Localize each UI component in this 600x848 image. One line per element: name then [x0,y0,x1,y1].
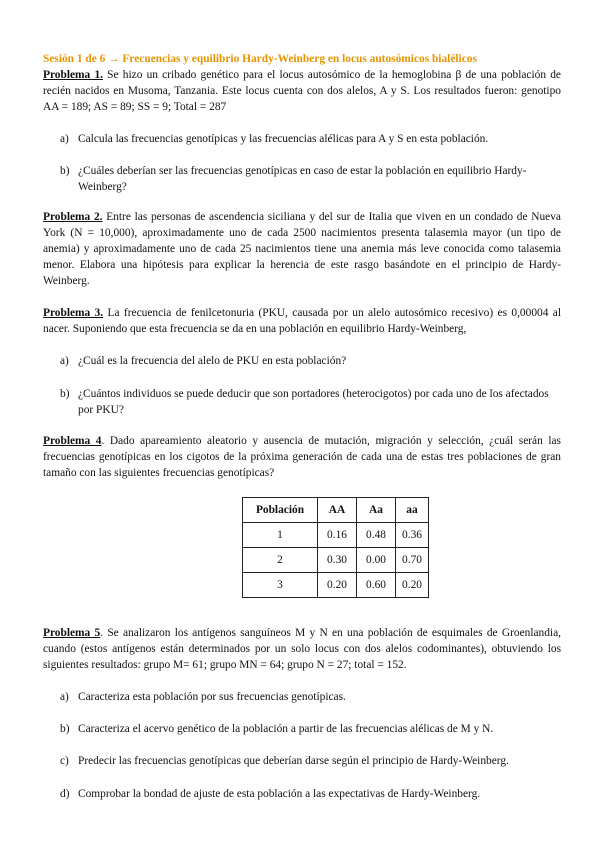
problem-2-statement [43,209,561,289]
problem-5-statement [43,625,561,673]
table-row [243,523,429,548]
problem-5-label: Problema 5 [43,627,101,639]
table-cell: 0.30 [318,548,357,573]
problem-5-item-a [60,689,560,705]
item-text: ¿Cuáles deberían ser las frecuencias genotípicas en caso de estar la población en equilibrio Hardy-Weinberg? [78,165,527,193]
problem-1-item-b [60,163,560,195]
header-cell-poblacion: Población [243,498,318,523]
header-cell-aa-hetero: Aa [357,498,396,523]
problem-1-statement [43,67,561,115]
table-cell: 0.20 [318,573,357,598]
item-letter: b) [60,388,70,400]
problem-3-item-a [60,353,560,369]
header-cell-aa-recessive: aa [396,498,429,523]
table-header-row [243,498,429,523]
problem-2-label: Problema 2. [43,211,103,223]
problem-3-label: Problema 3. [43,307,104,319]
item-text: Caracteriza esta población por sus frecuencias genotípicas. [78,691,346,703]
problem-3-item-b [60,386,560,418]
item-letter: b) [60,723,70,735]
item-letter: d) [60,788,70,800]
problem-1-item-a [60,131,560,147]
table-cell: 0.16 [318,523,357,548]
problem-1-label: Problema 1. [43,69,103,81]
table-cell: 2 [243,548,318,573]
table-cell: 3 [243,573,318,598]
genotype-frequency-table [242,497,429,598]
item-letter: c) [60,755,69,767]
item-text: ¿Cuál es la frecuencia del alelo de PKU en esta población? [78,355,347,367]
item-letter: a) [60,133,69,145]
problem-5-text: . Se analizaron los antígenos sanguíneos M y N en una población de esquimales de Groenlandia, cuando (estos antígenos están determinados por un solo locus con dos alelos codominantes), obtuviendo los siguientes resultados: grupo M= 61; grupo MN = 64; grupo N = 27; total = 152. [43,627,561,671]
table-cell: 0.48 [357,523,396,548]
header-cell-aa-dominant: AA [318,498,357,523]
problem-1-text: Se hizo un cribado genético para el locus autosómico de la hemoglobina β de una población de recién nacidos en Musoma, Tanzania. Este locus cuenta con dos alelos, A y S. Los resultados fueron: genotipo AA = 189; AS = 89; SS = 9; Total = 287 [43,69,561,113]
item-text: Comprobar la bondad de ajuste de esta población a las expectativas de Hardy-Weinberg. [78,788,481,800]
problem-5-item-c [60,753,560,769]
problem-3-statement [43,305,561,337]
item-text: Caracteriza el acervo genético de la población a partir de las frecuencias alélicas de M y N. [78,723,494,735]
problem-5-item-b [60,721,560,737]
problem-4-label: Problema 4 [43,435,102,447]
item-text: Predecir las frecuencias genotípicas que deberían darse según el principio de Hardy-Weinberg. [78,755,509,767]
item-letter: a) [60,355,69,367]
item-text: Calcula las frecuencias genotípicas y las frecuencias alélicas para A y S en esta población. [78,133,489,145]
problem-4-text: . Dado apareamiento aleatorio y ausencia de mutación, migración y selección, ¿cuál serán las frecuencias genotípicas en los cigotos de la próxima generación de cada una de estas tres poblaciones de gran tamaño con las siguientes frecuencias genotípicas? [43,435,561,479]
table-row [243,573,429,598]
item-letter: b) [60,165,70,177]
table-cell: 1 [243,523,318,548]
table-cell: 0.00 [357,548,396,573]
session-title: Sesión 1 de 6 → Frecuencias y equilibrio Hardy-Weinberg en locus autosómicos bialélicos [43,53,477,65]
problem-4-statement [43,433,561,481]
table-cell: 0.60 [357,573,396,598]
problem-2-text: Entre las personas de ascendencia siciliana y del sur de Italia que viven en un condado de Nueva York (N = 10,000), aproximadamente uno de cada 2500 nacimientos presenta talasemia mayor (un tipo de anemia) y aproximadamente uno de cada 25 nacimientos tiene una anemia más leve conocida como talasemia menor. Elabora una hipótesis para explicar la herencia de este rasgo basándote en el principio de Hardy-Weinberg. [43,211,561,287]
table-row [243,548,429,573]
item-letter: a) [60,691,69,703]
table-cell: 0.20 [396,573,429,598]
table-cell: 0.36 [396,523,429,548]
problem-5-item-d [60,786,560,802]
item-text: ¿Cuántos individuos se puede deducir que son portadores (heterocigotos) por cada uno de los afectados por PKU? [78,388,549,416]
problem-3-text: La frecuencia de fenilcetonuria (PKU, causada por un alelo autosómico recesivo) es 0,00004 al nacer. Suponiendo que esta frecuencia se da en una población en equilibrio Hardy-Weinberg, [43,307,561,335]
table-cell: 0.70 [396,548,429,573]
